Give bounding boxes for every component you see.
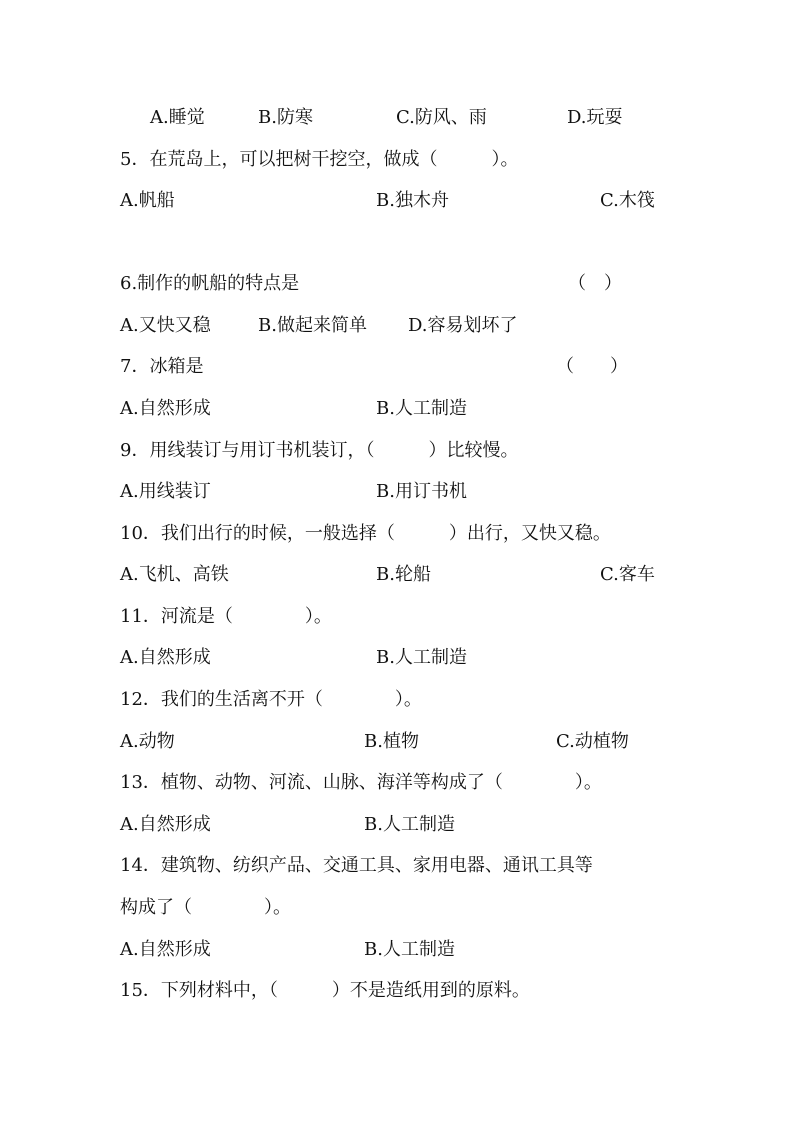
option-a: A.飞机、高铁 bbox=[120, 564, 229, 585]
option-d: D.容易划坏了 bbox=[408, 315, 518, 336]
option-c: C.动植物 bbox=[556, 731, 629, 752]
option-b: B.轮船 bbox=[376, 564, 431, 585]
question-text: 5．在荒岛上，可以把树干挖空，做成（ ）。 bbox=[120, 149, 519, 170]
option-b: B.人工制造 bbox=[376, 647, 467, 668]
option-a: A.又快又稳 bbox=[120, 315, 211, 336]
option-b: B.人工制造 bbox=[376, 398, 467, 419]
question-text: 11．河流是（ ）。 bbox=[120, 606, 332, 627]
option-a: A.自然形成 bbox=[120, 398, 211, 419]
question-text: 13．植物、动物、河流、山脉、海洋等构成了（ ）。 bbox=[120, 772, 602, 793]
answer-blank: （ ） bbox=[556, 356, 628, 377]
option-b: B.人工制造 bbox=[364, 814, 455, 835]
answer-blank: （ ） bbox=[568, 273, 622, 294]
option-d: D.玩耍 bbox=[567, 107, 623, 128]
option-a: A.动物 bbox=[120, 731, 175, 752]
option-b: B.植物 bbox=[364, 731, 419, 752]
option-a: A.睡觉 bbox=[150, 107, 205, 128]
question-text: 10．我们出行的时候，一般选择（ ）出行，又快又稳。 bbox=[120, 523, 611, 544]
option-c: C.防风、雨 bbox=[396, 107, 487, 128]
option-b: B.人工制造 bbox=[364, 939, 455, 960]
option-a: A.自然形成 bbox=[120, 647, 211, 668]
question-text: 12．我们的生活离不开（ ）。 bbox=[120, 689, 422, 710]
option-b: B.做起来简单 bbox=[258, 315, 367, 336]
question-text: 构成了（ ）。 bbox=[120, 897, 291, 918]
option-a: A.帆船 bbox=[120, 190, 175, 211]
question-text: 14．建筑物、纺织产品、交通工具、家用电器、通讯工具等 bbox=[120, 855, 593, 876]
question-text: 7．冰箱是 bbox=[120, 356, 204, 377]
option-c: C.客车 bbox=[600, 564, 655, 585]
option-b: B.独木舟 bbox=[376, 190, 449, 211]
option-c: C.木筏 bbox=[600, 190, 655, 211]
option-b: B.用订书机 bbox=[376, 481, 467, 502]
question-text: 15．下列材料中，（ ）不是造纸用到的原料。 bbox=[120, 980, 530, 1001]
question-text: 6.制作的帆船的特点是 bbox=[120, 273, 300, 294]
option-b: B.防寒 bbox=[258, 107, 313, 128]
question-text: 9．用线装订与用订书机装订，（ ）比较慢。 bbox=[120, 440, 519, 461]
option-a: A.用线装订 bbox=[120, 481, 211, 502]
option-a: A.自然形成 bbox=[120, 814, 211, 835]
option-a: A.自然形成 bbox=[120, 939, 211, 960]
